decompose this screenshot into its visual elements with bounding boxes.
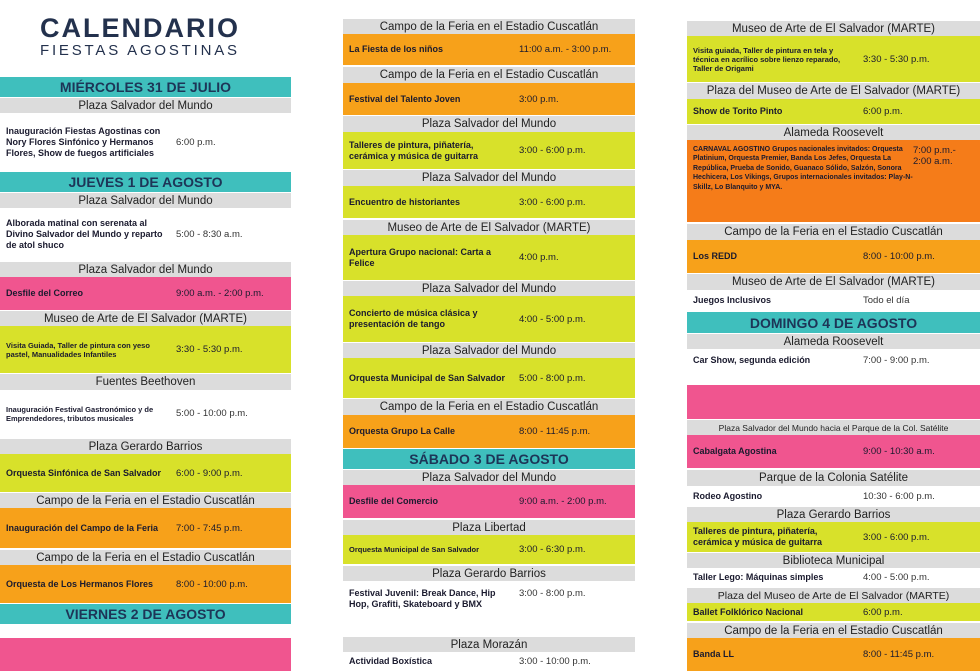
event-name: Desfile del Comercio [349, 496, 439, 506]
column-3 [687, 0, 980, 671]
event-row [687, 36, 980, 82]
event-row [0, 508, 291, 548]
event-name: CARNAVAL AGOSTINO Grupos nacionales invitados: Orquesta Platinium, Orquesta Premier, Banda Los Jefes, Orquesta La República, Prueba de Sonido, Guanaco Sólido, Salzón, Sonora Hechicera, Los Vikings, Grupos internacionales invitados: Play-N-Skillz, Lo Blanquito y MYA. [693, 146, 913, 191]
venue-label: Museo de Arte de El Salvador (MARTE) [0, 310, 291, 326]
venue-label: Plaza Gerardo Barrios [687, 506, 980, 522]
event-row [687, 99, 980, 124]
event-name: Apertura Grupo nacional: Carta a Felice [349, 246, 492, 268]
day-header: MIÉRCOLES 31 DE JULIO [0, 77, 291, 97]
event-row [343, 358, 635, 398]
event-time: 3:00 - 6:00 p.m. [519, 145, 586, 156]
event-name: Actividad Boxística [349, 656, 433, 666]
event-name: Inauguración del Campo de la Feria [6, 522, 159, 533]
venue-label: Plaza Gerardo Barrios [343, 565, 635, 581]
event-row [687, 435, 980, 468]
event-time: 3:00 - 10:00 p.m. [519, 656, 591, 667]
event-name: Orquesta Sinfónica de San Salvador [6, 467, 162, 478]
event-name: La Fiesta de los niños [349, 44, 444, 54]
event-row [343, 582, 635, 632]
event-name: Orquesta de Los Hermanos Flores [6, 578, 154, 589]
event-row [687, 638, 980, 671]
column-2 [343, 0, 635, 671]
venue-label: Campo de la Feria en el Estadio Cuscatlán [687, 223, 980, 240]
venue-label: Campo de la Feria en el Estadio Cuscatlán [343, 18, 635, 34]
event-name: Inauguración Festival Gastronómico y de Emprendedores, tributos musicales [6, 404, 154, 423]
event-time: 7:00 p.m.- 2:00 a.m. [913, 145, 956, 167]
event-name: Banda LL [693, 649, 735, 659]
event-time: 6:00 - 9:00 p.m. [176, 467, 243, 479]
venue-label: Plaza Gerardo Barrios [0, 438, 291, 454]
venue-label: Plaza Salvador del Mundo [343, 115, 635, 132]
event-time: 8:00 - 11:45 p.m. [863, 649, 935, 660]
event-row [0, 208, 291, 260]
venue-label: Plaza del Museo de Arte de El Salvador (MARTE) [687, 82, 980, 99]
event-time: 9:00 - 10:30 a.m. [863, 446, 935, 457]
event-row [343, 235, 635, 280]
event-time: 7:00 - 9:00 p.m. [863, 354, 930, 366]
venue-label: Plaza Morazán [343, 636, 635, 652]
venue-label: Alameda Roosevelt [687, 333, 980, 349]
event-row [687, 385, 980, 419]
venue-label: Campo de la Feria en el Estadio Cuscatlán [0, 492, 291, 508]
event-name: Cabalgata Agostina [693, 446, 777, 456]
event-time: 6:00 p.m. [176, 136, 216, 148]
event-time: 6:00 p.m. [863, 106, 903, 117]
event-time: 8:00 - 10:00 p.m. [863, 251, 935, 262]
page-subtitle: FIESTAS AGOSTINAS [40, 42, 240, 59]
event-time: 7:00 - 7:45 p.m. [176, 522, 243, 534]
venue-label: Plaza Salvador del Mundo [343, 280, 635, 296]
event-name: Show de Torito Pinto [693, 106, 783, 116]
venue-label: Museo de Arte de El Salvador (MARTE) [687, 20, 980, 36]
venue-label: Plaza Salvador del Mundo [343, 342, 635, 358]
event-row [0, 638, 291, 671]
event-name: Orquesta Grupo La Calle [349, 426, 456, 436]
event-name: Rodeo Agostino [693, 490, 763, 501]
event-row [0, 277, 291, 310]
event-name: Visita Guiada, Taller de pintura con yeso pastel, Manualidades Infantiles [6, 340, 150, 359]
day-header: VIERNES 2 DE AGOSTO [0, 604, 291, 624]
day-header: DOMINGO 4 DE AGOSTO [687, 312, 980, 333]
venue-label: Campo de la Feria en el Estadio Cuscatlán [343, 398, 635, 415]
event-time: 3:00 p.m. [519, 93, 559, 105]
event-row [343, 186, 635, 218]
event-time: 6:00 p.m. [863, 606, 903, 618]
event-name: Festival Juvenil: Break Dance, Hip Hop, Grafiti, Skateboard y BMX [349, 588, 496, 609]
venue-label: Plaza del Museo de Arte de El Salvador (MARTE) [687, 587, 980, 603]
venue-label: Plaza Salvador del Mundo [0, 192, 291, 208]
venue-label: Plaza Salvador del Mundo [343, 169, 635, 186]
event-name: Concierto de música clásica y presentación de tango [349, 308, 478, 329]
event-row [0, 390, 291, 437]
event-row [0, 454, 291, 492]
event-time: 10:30 - 6:00 p.m. [863, 490, 935, 502]
event-row [687, 290, 980, 310]
event-time: 3:00 - 6:00 p.m. [519, 196, 586, 208]
event-row [343, 132, 635, 169]
event-name: Encuentro de historiantes [349, 196, 461, 207]
event-row [343, 535, 635, 564]
event-name: Orquesta Municipal de San Salvador [349, 372, 506, 383]
event-time: 4:00 p.m. [519, 252, 559, 263]
event-row [343, 652, 635, 671]
venue-label: Plaza Salvador del Mundo [0, 261, 291, 277]
event-name: Alborada matinal con serenata al Divino Salvador del Mundo y reparto de atol shuco [6, 217, 163, 250]
event-name: Orquesta Municipal de San Salvador [349, 545, 480, 554]
venue-label: Alameda Roosevelt [687, 124, 980, 140]
event-row [343, 415, 635, 448]
event-time: 9:00 a.m. - 2:00 p.m. [519, 496, 607, 507]
event-time: 5:00 - 10:00 p.m. [176, 408, 248, 419]
event-time: 3:30 - 5:30 p.m. [863, 53, 930, 65]
event-time: 5:00 - 8:00 p.m. [519, 372, 586, 384]
event-row [343, 83, 635, 115]
event-row [343, 485, 635, 518]
page-title: CALENDARIO [40, 13, 240, 43]
event-row [687, 522, 980, 552]
event-row [687, 603, 980, 621]
event-time: 5:00 - 8:30 a.m. [176, 228, 243, 240]
event-time: 3:00 - 6:30 p.m. [519, 544, 586, 555]
event-row [0, 113, 291, 171]
event-row [687, 349, 980, 371]
venue-label: Plaza Libertad [343, 519, 635, 535]
event-row [687, 486, 980, 506]
event-row [687, 568, 980, 587]
event-name: Visita guiada, Taller de pintura en tela y técnica en acrílico sobre lienzo reparado, Taller de Origami [693, 45, 841, 73]
event-time: 8:00 - 10:00 p.m. [176, 578, 248, 590]
venue-label: Parque de la Colonia Satélite [687, 469, 980, 486]
venue-label: Campo de la Feria en el Estadio Cuscatlán [0, 549, 291, 565]
event-time: 9:00 a.m. - 2:00 p.m. [176, 288, 264, 299]
event-row [687, 140, 980, 222]
event-name: Los REDD [693, 251, 738, 261]
venue-label: Campo de la Feria en el Estadio Cuscatlán [343, 66, 635, 83]
event-row [343, 34, 635, 65]
venue-label: Campo de la Feria en el Estadio Cuscatlán [687, 622, 980, 638]
event-time: 11:00 a.m. - 3:00 p.m. [519, 44, 612, 55]
event-name: Talleres de pintura, piñatería, cerámica y música de guitarra [693, 526, 823, 547]
event-name: Car Show, segunda edición [693, 354, 811, 365]
event-name: Festival del Talento Joven [349, 93, 461, 104]
event-row [0, 326, 291, 373]
event-time: 3:00 - 8:00 p.m. [519, 588, 586, 599]
column-1 [0, 0, 291, 671]
venue-label: Biblioteca Municipal [687, 552, 980, 568]
event-time: 8:00 - 11:45 p.m. [519, 426, 591, 437]
venue-label: Museo de Arte de El Salvador (MARTE) [343, 219, 635, 235]
event-row [687, 240, 980, 273]
venue-label: Plaza Salvador del Mundo [0, 97, 291, 113]
event-row [343, 296, 635, 342]
day-header: JUEVES 1 DE AGOSTO [0, 172, 291, 192]
event-name: Desfile del Correo [6, 288, 84, 298]
venue-label: Plaza Salvador del Mundo [343, 469, 635, 485]
event-name: Ballet Folklórico Nacional [693, 606, 804, 617]
event-time: 3:30 - 5:30 p.m. [176, 344, 243, 355]
event-name: Talleres de pintura, piñatería, cerámica y música de guitarra [349, 139, 479, 161]
event-time: 3:00 - 6:00 p.m. [863, 531, 930, 543]
event-time: 4:00 - 5:00 p.m. [519, 313, 586, 325]
event-name: Juegos Inclusivos [693, 294, 772, 305]
venue-label: Fuentes Beethoven [0, 373, 291, 390]
event-name: Taller Lego: Máquinas simples [693, 572, 824, 582]
day-header: SÁBADO 3 DE AGOSTO [343, 449, 635, 469]
event-name: Inauguración Fiestas Agostinas con Nory Flores Sinfónico y Hermanos Flores, Show de fuegos artificiales [6, 125, 161, 158]
venue-label: Plaza Salvador del Mundo hacia el Parque de la Col. Satélite [687, 419, 980, 435]
event-row [0, 565, 291, 603]
event-time: Todo el día [863, 294, 910, 306]
event-time: 4:00 - 5:00 p.m. [863, 572, 930, 583]
venue-label: Museo de Arte de El Salvador (MARTE) [687, 273, 980, 290]
